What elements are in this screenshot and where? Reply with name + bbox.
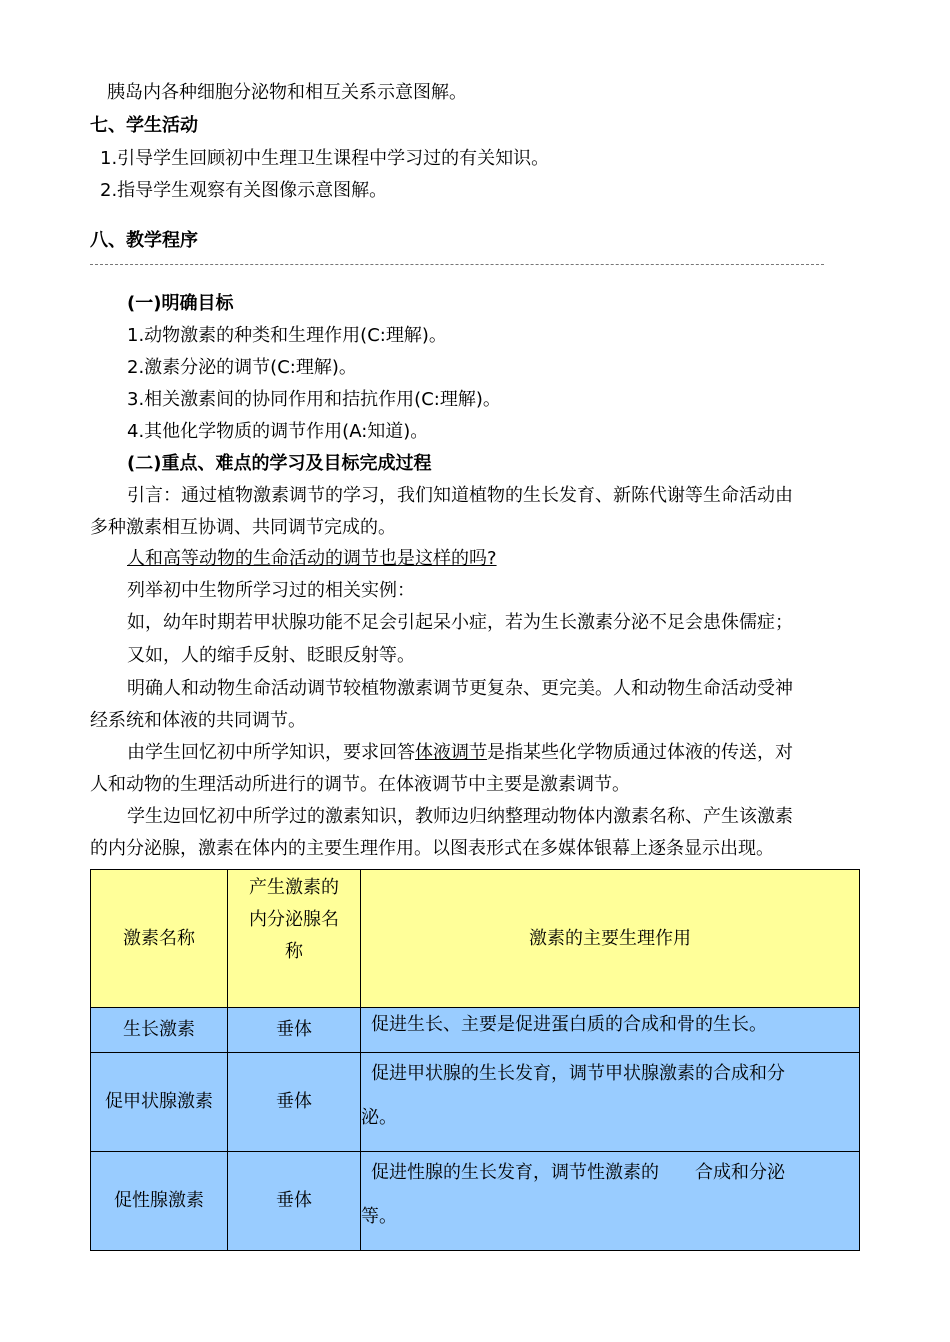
intro-paragraph-cont: 多种激素相互协调、共同调节完成的。 xyxy=(90,517,396,538)
gland-cell: 垂体 xyxy=(228,1152,361,1251)
section7-heading: 七、学生活动 xyxy=(90,115,198,136)
goal-item: 2.激素分泌的调节(C:理解)。 xyxy=(127,357,357,378)
function-line: 促进生长、主要是促进蛋白质的合成和骨的生长。 xyxy=(371,1014,767,1035)
goal-item: 1.动物激素的种类和生理作用(C:理解)。 xyxy=(127,325,447,346)
hormone-table xyxy=(90,869,860,1251)
sub1-heading: (一)明确目标 xyxy=(127,293,234,314)
paragraph: 列举初中生物所学习过的相关实例： xyxy=(127,580,415,601)
underlined-question: 人和高等动物的生命活动的调节也是这样的吗? xyxy=(127,548,497,569)
function-line: 等。 xyxy=(361,1206,397,1227)
function-line: 促进性腺的生长发育，调节性激素的 合成和分泌 xyxy=(371,1162,785,1183)
text-run: 是指某些化学物质通过体液的传送，对 xyxy=(487,742,793,763)
function-cell xyxy=(361,1053,860,1152)
dashed-divider xyxy=(90,264,824,265)
paragraph-humoral xyxy=(127,742,793,764)
table-header-row xyxy=(91,870,860,1008)
gland-cell: 垂体 xyxy=(228,1008,361,1053)
intro-paragraph: 引言：通过植物激素调节的学习，我们知道植物的生长发育、新陈代谢等生命活动由 xyxy=(127,485,793,506)
intro-line: 胰岛内各种细胞分泌物和相互关系示意图解。 xyxy=(107,82,467,103)
section8-heading: 八、教学程序 xyxy=(90,230,198,251)
text-run: 由学生回忆初中所学知识，要求回答 xyxy=(127,742,415,763)
sub2-heading: (二)重点、难点的学习及目标完成过程 xyxy=(127,453,432,474)
goal-item: 4.其他化学物质的调节作用(A:知道)。 xyxy=(127,421,429,442)
paragraph: 明确人和动物生命活动调节较植物激素调节更复杂、更完美。人和动物生命活动受神 xyxy=(127,678,793,699)
section7-item: 2.指导学生观察有关图像示意图解。 xyxy=(100,180,388,201)
hormone-name-cell: 促甲状腺激素 xyxy=(91,1053,228,1152)
header-main-function: 激素的主要生理作用 xyxy=(361,870,860,1008)
hormone-name-cell: 生长激素 xyxy=(91,1008,228,1053)
paragraph-cont: 经系统和体液的共同调节。 xyxy=(90,710,306,731)
header-gland-name xyxy=(228,870,361,1008)
table-row xyxy=(91,1053,860,1152)
table-row xyxy=(91,1008,860,1053)
function-cell xyxy=(361,1008,860,1053)
header-gland-line: 称 xyxy=(285,941,303,962)
header-gland-line: 内分泌腺名 xyxy=(249,909,339,930)
function-line: 泌。 xyxy=(361,1107,397,1128)
header-gland-line: 产生激素的 xyxy=(249,877,339,898)
function-line: 促进甲状腺的生长发育，调节甲状腺激素的合成和分 xyxy=(371,1063,785,1084)
paragraph: 如，幼年时期若甲状腺功能不足会引起呆小症，若为生长激素分泌不足会患侏儒症； xyxy=(127,612,793,633)
gland-cell: 垂体 xyxy=(228,1053,361,1152)
function-cell xyxy=(361,1152,860,1251)
paragraph: 又如，人的缩手反射、眨眼反射等。 xyxy=(127,645,415,666)
hormone-name-cell: 促性腺激素 xyxy=(91,1152,228,1251)
header-hormone-name: 激素名称 xyxy=(91,870,228,1008)
underlined-term: 体液调节 xyxy=(415,742,487,763)
paragraph-cont: 的内分泌腺，激素在体内的主要生理作用。以图表形式在多媒体银幕上逐条显示出现。 xyxy=(90,838,774,859)
paragraph-cont: 人和动物的生理活动所进行的调节。在体液调节中主要是激素调节。 xyxy=(90,774,630,795)
table-row xyxy=(91,1152,860,1251)
paragraph: 学生边回忆初中所学过的激素知识，教师边归纳整理动物体内激素名称、产生该激素 xyxy=(127,806,793,827)
goal-item: 3.相关激素间的协同作用和拮抗作用(C:理解)。 xyxy=(127,389,501,410)
section7-item: 1.引导学生回顾初中生理卫生课程中学习过的有关知识。 xyxy=(100,148,550,169)
